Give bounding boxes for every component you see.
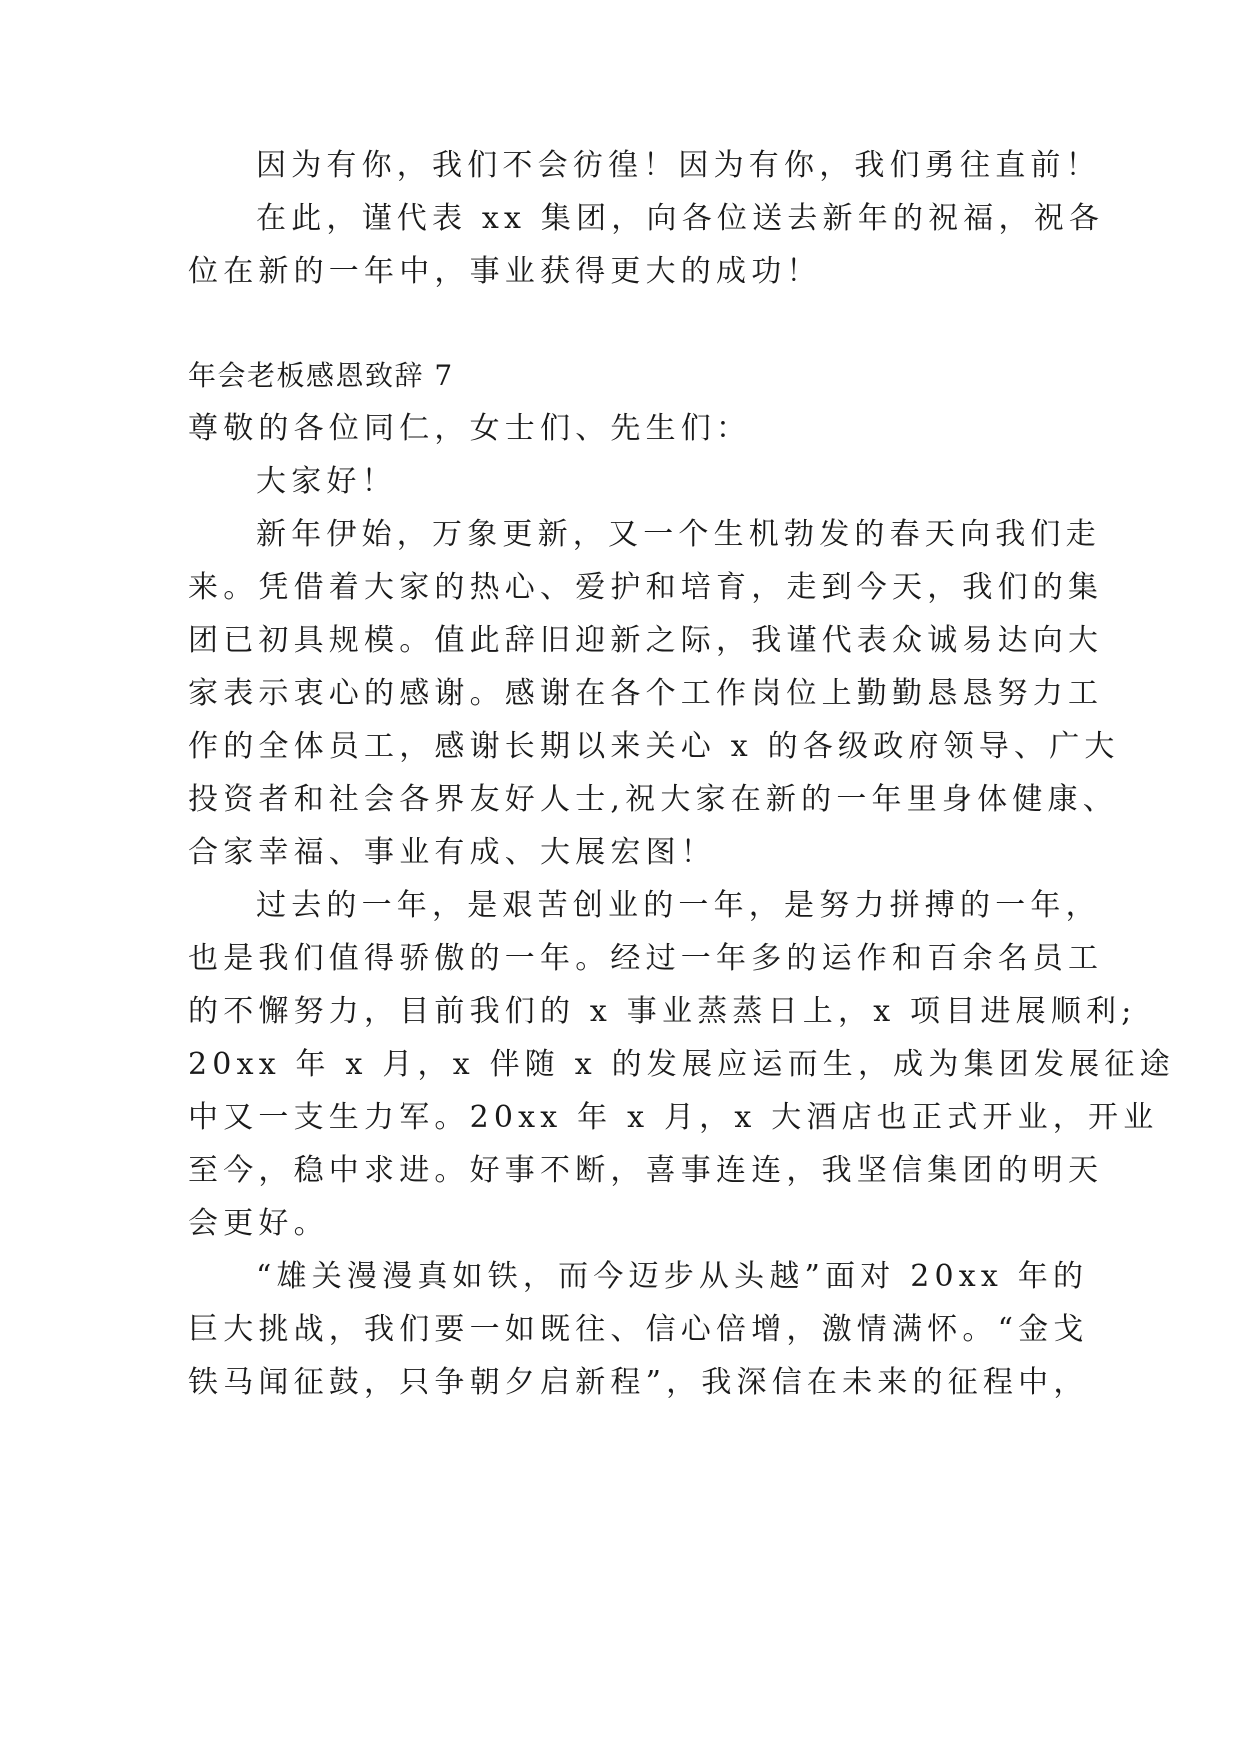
body-text-line: 也是我们值得骄傲的一年。经过一年多的运作和百余名员工 bbox=[188, 941, 1104, 976]
body-text-line: 作的全体员工，感谢长期以来关心 x 的各级政府领导、广大 bbox=[188, 729, 1120, 764]
body-text-line: 合家幸福、事业有成、大展宏图！ bbox=[188, 835, 716, 870]
body-text-line: 在此，谨代表 xx 集团，向各位送去新年的祝福，祝各 bbox=[256, 201, 1105, 236]
body-text-line: 投资者和社会各界友好人士,祝大家在新的一年里身体健康、 bbox=[188, 782, 1118, 817]
body-text-line: 位在新的一年中，事业获得更大的成功！ bbox=[188, 254, 822, 289]
body-text-line: 来。凭借着大家的热心、爱护和培育，走到今天，我们的集 bbox=[188, 570, 1104, 605]
greeting: 大家好！ bbox=[256, 464, 397, 499]
body-text-line: 至今，稳中求进。好事不断，喜事连连，我坚信集团的明天 bbox=[188, 1153, 1104, 1188]
body-text-line: 20xx 年 x 月，x 伴随 x 的发展应运而生，成为集团发展征途 bbox=[188, 1047, 1175, 1082]
body-text-line: “雄关漫漫真如铁，而今迈步从头越”面对 20xx 年的 bbox=[256, 1259, 1089, 1294]
body-text-line: 因为有你，我们不会彷徨！因为有你，我们勇往直前！ bbox=[256, 148, 1101, 183]
body-text-line: 新年伊始，万象更新，又一个生机勃发的春天向我们走 bbox=[256, 517, 1101, 552]
body-text-line: 中又一支生力军。20xx 年 x 月，x 大酒店也正式开业，开业 bbox=[188, 1100, 1159, 1135]
body-text-line: 铁马闻征鼓，只争朝夕启新程”，我深信在未来的征程中， bbox=[188, 1365, 1089, 1400]
salutation: 尊敬的各位同仁，女士们、先生们： bbox=[188, 411, 752, 446]
section-title: 年会老板感恩致辞 7 bbox=[188, 359, 454, 392]
body-text-line: 巨大挑战，我们要一如既往、信心倍增，激情满怀。“金戈 bbox=[188, 1312, 1089, 1347]
body-text-line: 的不懈努力，目前我们的 x 事业蒸蒸日上，x 项目进展顺利; bbox=[188, 994, 1137, 1029]
body-text-line: 会更好。 bbox=[188, 1206, 329, 1241]
body-text-line: 过去的一年，是艰苦创业的一年，是努力拼搏的一年， bbox=[256, 888, 1101, 923]
body-text-line: 团已初具规模。值此辞旧迎新之际，我谨代表众诚易达向大 bbox=[188, 623, 1104, 658]
body-text-line: 家表示衷心的感谢。感谢在各个工作岗位上勤勤恳恳努力工 bbox=[188, 676, 1104, 711]
